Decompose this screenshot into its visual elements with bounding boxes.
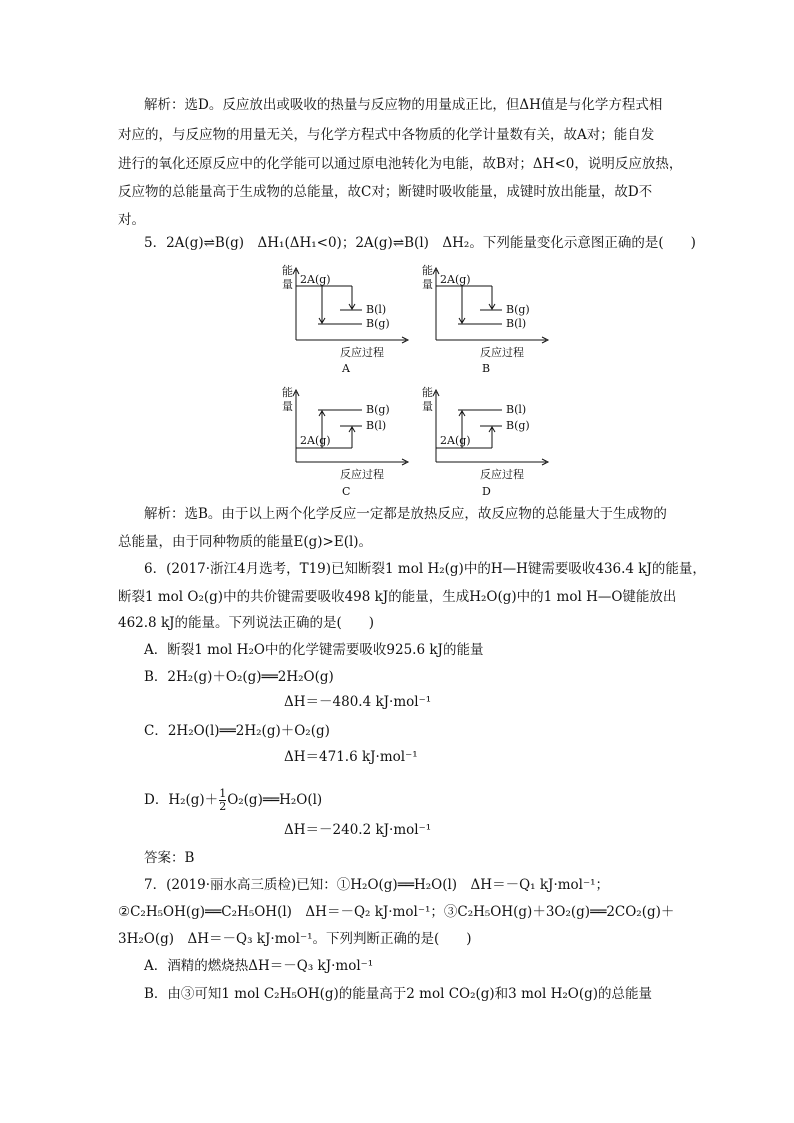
arrow-short [489,427,495,448]
level-upper-label: B(l) [366,303,387,316]
option-6d-prefix: D．H₂(g)＋ [144,792,219,808]
arrow-short [489,286,495,309]
x-axis [296,337,408,343]
option-6d [144,788,322,813]
level-lower-label: B(g) [506,419,530,432]
level-start-label: 2A(g) [300,434,331,447]
energy-diagram-d [422,386,552,498]
arrow-long [319,286,325,323]
question-7-line: 7．(2019·丽水高三质检)已知：①H₂O(g)══H₂O(l) ΔH＝－Q₁ kJ·mol⁻¹； [144,877,610,893]
option-6d-suffix: O₂(g)══H₂O(l) [227,792,323,808]
y-axis-label-bottom: 量 [282,278,293,291]
analysis-line: 总能量，由于同种物质的能量E(g)>E(l)。 [118,534,373,550]
question-6-line: 462.8 kJ的能量。下列说法正确的是( ) [118,615,375,631]
analysis-line: 进行的氧化还原反应中的化学能可以通过原电池转化为电能，故B对；ΔH<0，说明反应放热， [118,156,683,172]
y-axis [293,268,299,340]
option-6d-dh: ΔH＝－240.2 kJ·mol⁻¹ [284,822,432,838]
question-6-line: 断裂1 mol O₂(g)中的共价键需要吸收498 kJ的能量，生成H₂O(g)中的1 mol H—O键能放出 [118,589,677,605]
level-start-label: 2A(g) [300,273,331,286]
arrow-long [459,286,465,323]
fraction-one-half [219,788,226,813]
y-axis-label-top: 能 [282,386,293,399]
option-6c: C．2H₂O(l)══2H₂(g)＋O₂(g) [144,723,330,739]
diagram-caption: C [342,485,351,498]
analysis-line: 解析：选D。反应放出或吸收的热量与反应物的用量成正比，但ΔH值是与化学方程式相 [144,97,663,113]
arrow-short [349,427,355,448]
x-axis-label: 反应过程 [340,346,384,359]
analysis-line: 对。 [118,212,145,228]
y-axis-label-bottom: 量 [422,400,433,413]
question-6-line: 6．(2017·浙江4月选考，T19)已知断裂1 mol H₂(g)中的H—H键需要吸收436.4 kJ的能量， [144,561,706,577]
x-axis-label: 反应过程 [480,346,524,359]
level-lower-label: B(l) [366,419,387,432]
level-lower-label: B(g) [366,317,390,330]
x-axis-label: 反应过程 [340,468,384,481]
option-6b: B．2H₂(g)＋O₂(g)══2H₂O(g) [144,669,334,685]
y-axis [433,268,439,340]
fraction-numerator: 1 [219,787,227,800]
x-axis-label: 反应过程 [480,468,524,481]
fraction-denominator: 2 [219,800,227,813]
y-axis-label-bottom: 量 [422,278,433,291]
level-upper-label: B(g) [366,403,390,416]
option-6c-dh: ΔH＝471.6 kJ·mol⁻¹ [284,749,418,765]
analysis-line: 对应的，与反应物的用量无关，与化学方程式中各物质的化学计量数有关，故A对；能自发 [118,127,655,143]
y-axis [433,390,439,462]
energy-diagram-c [282,386,412,498]
y-axis-label-bottom: 量 [282,400,293,413]
y-axis-label-top: 能 [422,386,433,399]
question-5-stem: 5．2A(g)⇌B(g) ΔH₁(ΔH₁<0)；2A(g)⇌B(l) ΔH₂。下列能量变化示意图正确的是( ) [144,235,696,251]
option-6a: A．断裂1 mol H₂O中的化学键需要吸收925.6 kJ的能量 [144,642,484,658]
diagram-caption: A [342,362,350,375]
energy-diagram-b [422,264,552,374]
x-axis [296,459,408,465]
analysis-line: 解析：选B。由于以上两个化学反应一定都是放热反应，故反应物的总能量大于生成物的 [144,506,667,522]
level-upper-label: B(l) [506,403,527,416]
x-axis [436,337,548,343]
option-7b: B．由③可知1 mol C₂H₅OH(g)的能量高于2 mol CO₂(g)和3 mol H₂O(g)的总能量 [144,986,653,1002]
energy-diagram-a [282,264,412,374]
question-7-line: ②C₂H₅OH(g)══C₂H₅OH(l) ΔH＝－Q₂ kJ·mol⁻¹；③C₂H₅OH(g)＋3O₂(g)══2CO₂(g)＋ [118,904,675,920]
level-start-label: 2A(g) [440,273,471,286]
x-axis [436,459,548,465]
option-6b-dh: ΔH＝－480.4 kJ·mol⁻¹ [284,694,432,710]
diagram-caption: D [482,485,491,498]
arrow-short [349,286,355,309]
level-start-label: 2A(g) [440,434,471,447]
level-upper-label: B(g) [506,303,530,316]
y-axis-label-top: 能 [422,264,433,277]
analysis-line: 反应物的总能量高于生成物的总能量，故C对；断键时吸收能量，成键时放出能量，故D不 [118,184,653,200]
option-7a: A．酒精的燃烧热ΔH＝－Q₃ kJ·mol⁻¹ [144,958,374,974]
y-axis-label-top: 能 [282,264,293,277]
diagram-caption: B [482,362,491,375]
y-axis [293,390,299,462]
question-7-line: 3H₂O(g) ΔH＝－Q₃ kJ·mol⁻¹。下列判断正确的是( ) [118,931,472,947]
level-lower-label: B(l) [506,317,527,330]
answer-6: 答案：B [144,850,195,866]
